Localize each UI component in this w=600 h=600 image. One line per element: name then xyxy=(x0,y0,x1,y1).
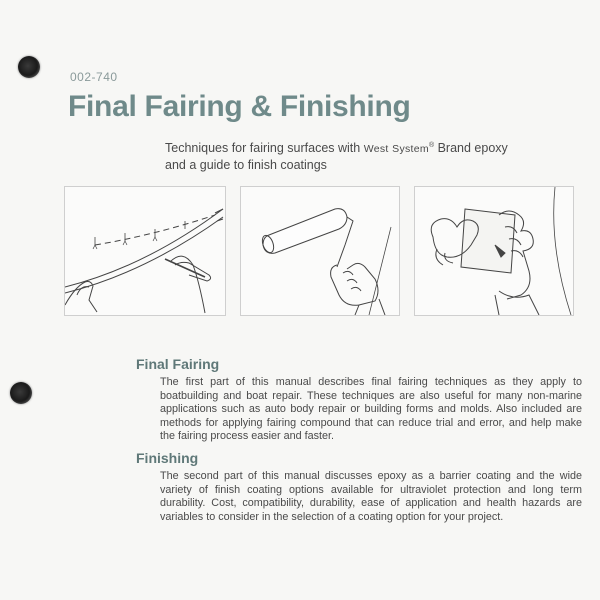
brand-west: West xyxy=(363,143,389,156)
final-fairing-paragraph: The first part of this manual describes final fairing techniques as they apply to boatbuilding and boat repair. These techniques are also useful for many non-marine applications such as auto body repair or building forms and molds. Also included are methods for applying fairing compound that can reduce trial and error, and help make the fairing process easier and faster. xyxy=(160,376,582,443)
section-body-final-fairing xyxy=(160,376,582,444)
subtitle-brand-suffix: Brand epoxy xyxy=(434,141,508,156)
binder-hole-middle xyxy=(10,382,32,404)
finishing-paragraph: The second part of this manual discusses epoxy as a barrier coating and the wide variety of finish coating options available for ultraviolet protection and long term durability. Cost, compatibility, durability, ease of application and health hazards are variables to consider in the selection of a coating option for your project. xyxy=(160,470,582,523)
paint-roller-illustration xyxy=(240,186,400,316)
section-heading-finishing: Finishing xyxy=(136,450,199,466)
brand-system: System xyxy=(392,143,429,156)
page-title: Final Fairing & Finishing xyxy=(68,90,411,123)
registered-mark: ® xyxy=(428,142,435,149)
subtitle-line-2: and a guide to finish coatings xyxy=(165,158,327,173)
section-body-finishing xyxy=(160,470,582,524)
fairing-batten-illustration xyxy=(64,186,226,316)
section-heading-final-fairing: Final Fairing xyxy=(136,356,220,372)
document-number: 002-740 xyxy=(70,70,118,84)
sanding-block-icon xyxy=(415,187,573,315)
binder-hole-top xyxy=(18,56,40,78)
subtitle-intro: Techniques for fairing surfaces with xyxy=(165,141,364,156)
page-subtitle xyxy=(165,138,565,173)
fairing-batten-icon xyxy=(65,187,225,315)
sanding-gloves-illustration xyxy=(414,186,574,316)
paint-roller-icon xyxy=(241,187,399,315)
